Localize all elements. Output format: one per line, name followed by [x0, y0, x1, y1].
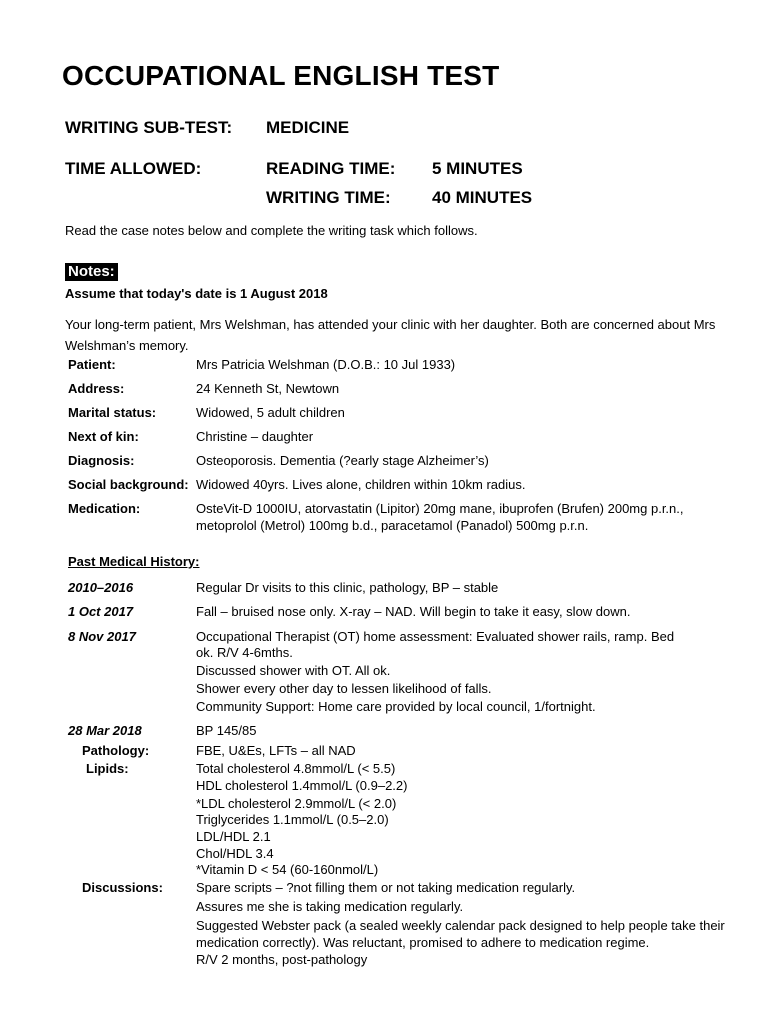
medication-line-2: metoprolol (Metrol) 100mg b.d., paracetamol (Panadol) 500mg p.r.n.: [196, 518, 589, 533]
next-of-kin-value: Christine – daughter: [196, 429, 314, 444]
lipid-result: LDL/HDL 2.1: [196, 829, 271, 844]
diagnosis-value: Osteoporosis. Dementia (?early stage Alzheimer’s): [196, 453, 489, 468]
lipid-result: Chol/HDL 3.4: [196, 846, 274, 861]
writing-time-value: 40 MINUTES: [432, 188, 533, 207]
lipid-result: *LDL cholesterol 2.9mmol/L (< 2.0): [196, 796, 397, 811]
subtest-value: MEDICINE: [266, 118, 350, 137]
history-text-oct-2017: Fall – bruised nose only. X-ray – NAD. Will begin to take it easy, slow down.: [196, 604, 631, 619]
history-date-2010: 2010–2016: [68, 580, 134, 595]
pathology-value: FBE, U&Es, LFTs – all NAD: [196, 743, 356, 758]
lipid-result: HDL cholesterol 1.4mmol/L (0.9–2.2): [196, 778, 408, 793]
lipid-result: Triglycerides 1.1mmol/L (0.5–2.0): [196, 812, 389, 827]
marital-status-value: Widowed, 5 adult children: [196, 405, 345, 420]
intro-line-1: Your long-term patient, Mrs Welshman, has attended your clinic with her daughter. Both are concerned about Mrs: [65, 317, 716, 332]
lipid-result: Total cholesterol 4.8mmol/L (< 5.5): [196, 761, 396, 776]
discussion-line: R/V 2 months, post-pathology: [196, 952, 368, 967]
social-background-label: Social background:: [68, 477, 189, 492]
history-text-2010: Regular Dr visits to this clinic, pathology, BP – stable: [196, 580, 499, 595]
history-nov-2017-line-3: Discussed shower with OT. All ok.: [196, 663, 391, 678]
discussion-line: Assures me she is taking medication regularly.: [196, 899, 464, 914]
reading-time-value: 5 MINUTES: [432, 159, 523, 178]
history-date-mar-2018: 28 Mar 2018: [68, 723, 142, 738]
address-label: Address:: [68, 381, 125, 396]
marital-status-label: Marital status:: [68, 405, 157, 420]
instructions-text: Read the case notes below and complete the writing task which follows.: [65, 223, 478, 238]
reading-time-label: READING TIME:: [266, 159, 396, 178]
history-date-oct-2017: 1 Oct 2017: [68, 604, 134, 619]
assume-date-text: Assume that today's date is 1 August 2018: [65, 286, 328, 301]
history-date-nov-2017: 8 Nov 2017: [68, 629, 136, 644]
time-allowed-label: TIME ALLOWED:: [65, 159, 202, 178]
patient-value: Mrs Patricia Welshman (D.O.B.: 10 Jul 1933): [196, 357, 456, 372]
history-nov-2017-line-2: ok. R/V 4-6mths.: [196, 645, 293, 660]
social-background-value: Widowed 40yrs. Lives alone, children within 10km radius.: [196, 477, 526, 492]
subtest-label: WRITING SUB-TEST:: [65, 118, 233, 137]
discussion-line: medication correctly). Was reluctant, promised to adhere to medication regime.: [196, 935, 650, 950]
history-nov-2017-line-4: Shower every other day to lessen likelihood of falls.: [196, 681, 492, 696]
discussion-line: Suggested Webster pack (a sealed weekly calendar pack designed to help people take their: [196, 918, 725, 933]
writing-time-label: WRITING TIME:: [266, 188, 391, 207]
next-of-kin-label: Next of kin:: [68, 429, 139, 444]
discussions-label: Discussions:: [82, 880, 163, 895]
intro-line-2: Welshman’s memory.: [65, 338, 189, 353]
notes-label: Notes:: [65, 263, 118, 281]
pathology-label: Pathology:: [82, 743, 150, 758]
medication-label: Medication:: [68, 501, 141, 516]
history-bp: BP 145/85: [196, 723, 257, 738]
patient-label: Patient:: [68, 357, 116, 372]
discussion-line: Spare scripts – ?not filling them or not taking medication regularly.: [196, 880, 576, 895]
address-value: 24 Kenneth St, Newtown: [196, 381, 340, 396]
diagnosis-label: Diagnosis:: [68, 453, 135, 468]
lipid-result: *Vitamin D < 54 (60-160nmol/L): [196, 862, 379, 877]
history-nov-2017-line-1: Occupational Therapist (OT) home assessment: Evaluated shower rails, ramp. Bed: [196, 629, 675, 644]
history-heading: Past Medical History:: [68, 554, 200, 569]
medication-line-1: OsteVit-D 1000IU, atorvastatin (Lipitor) 20mg mane, ibuprofen (Brufen) 200mg p.r.n.,: [196, 501, 684, 516]
page-title: OCCUPATIONAL ENGLISH TEST: [62, 60, 500, 91]
history-nov-2017-line-5: Community Support: Home care provided by local council, 1/fortnight.: [196, 699, 596, 714]
lipids-label: Lipids:: [86, 761, 129, 776]
